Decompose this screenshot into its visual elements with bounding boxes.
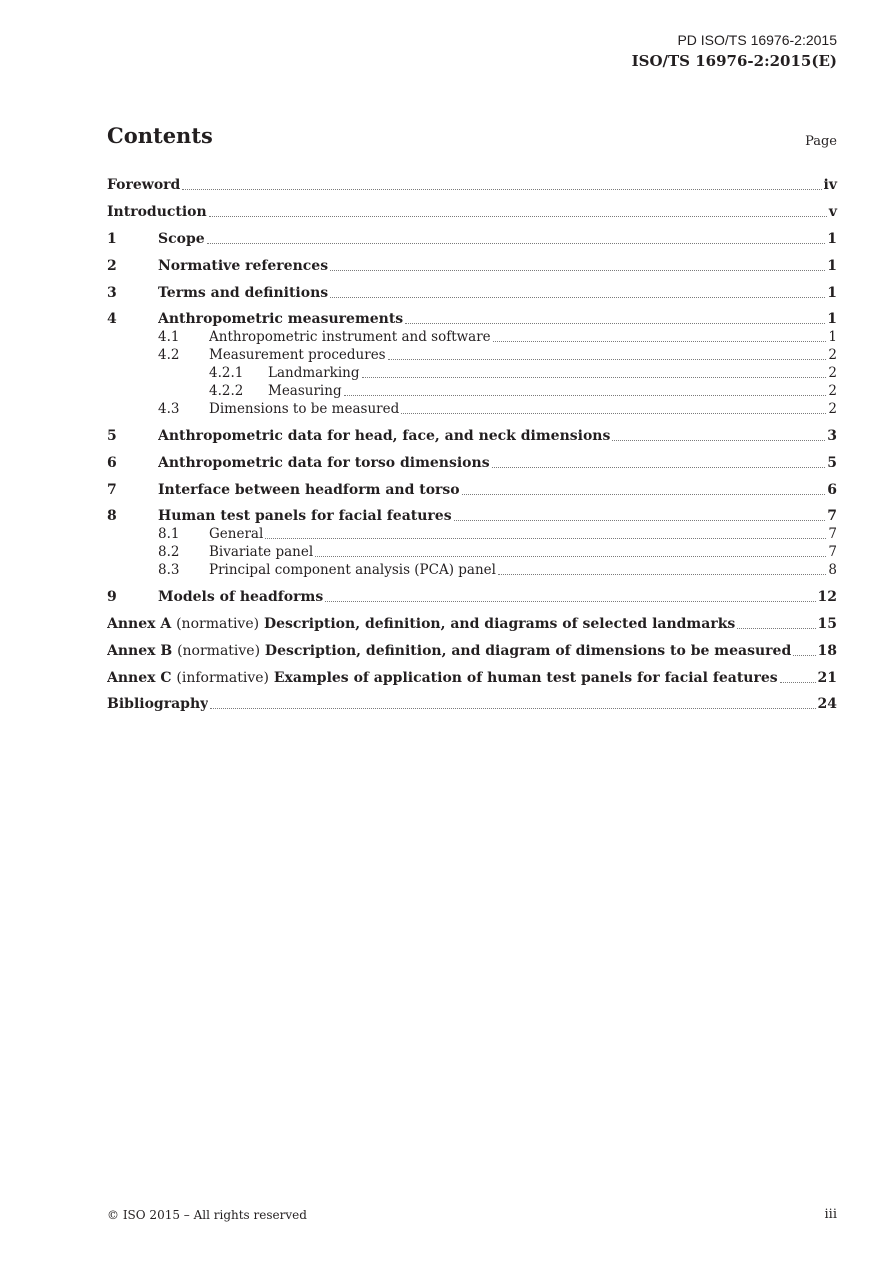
toc-section-number: 4.3 bbox=[158, 401, 180, 417]
dot-leader bbox=[737, 627, 815, 629]
toc-title: Measuring bbox=[268, 383, 342, 399]
toc-section-number: 1 bbox=[107, 231, 117, 247]
toc-entry[interactable] bbox=[107, 284, 837, 302]
toc-page-number: 8 bbox=[828, 562, 837, 578]
toc-section-number: 3 bbox=[107, 285, 117, 301]
toc-section-number: 6 bbox=[107, 455, 117, 471]
toc-title: Introduction bbox=[107, 204, 207, 220]
toc-page-number: 5 bbox=[827, 455, 837, 471]
dot-leader bbox=[388, 358, 827, 360]
copyright-notice: © ISO 2015 – All rights reserved bbox=[107, 1208, 307, 1222]
toc-page-number: 2 bbox=[828, 401, 837, 417]
dot-leader bbox=[182, 188, 821, 190]
toc-entry[interactable] bbox=[107, 507, 837, 525]
toc-entry[interactable] bbox=[107, 203, 837, 221]
page-number: iii bbox=[824, 1207, 837, 1222]
toc-section-number: 8.3 bbox=[158, 562, 180, 578]
toc-entry[interactable] bbox=[107, 427, 837, 445]
dot-leader bbox=[793, 654, 815, 656]
toc-section-number: 7 bbox=[107, 482, 117, 498]
toc-entry[interactable] bbox=[107, 481, 837, 499]
toc-section-number: 5 bbox=[107, 428, 117, 444]
toc-page-number: 15 bbox=[817, 616, 837, 632]
page-column-label: Page bbox=[805, 134, 837, 149]
toc-page-number: 3 bbox=[827, 428, 837, 444]
contents-heading: Contents bbox=[107, 123, 213, 148]
toc-title: Foreword bbox=[107, 177, 181, 193]
toc-entry[interactable] bbox=[107, 561, 837, 579]
toc-title: Scope bbox=[158, 231, 205, 247]
toc-title: Anthropometric data for head, face, and neck dimensions bbox=[158, 428, 611, 444]
document-designation: ISO/TS 16976-2:2015(E) bbox=[631, 52, 837, 70]
toc-title: General bbox=[209, 526, 264, 542]
dot-leader bbox=[493, 340, 827, 342]
toc-page-number: 24 bbox=[817, 696, 837, 712]
annex-title: Examples of application of human test panels for facial features bbox=[273, 670, 778, 686]
toc-section-number: 2 bbox=[107, 258, 117, 274]
dot-leader bbox=[498, 573, 826, 575]
toc-entry[interactable] bbox=[107, 454, 837, 472]
toc-annex-entry[interactable] bbox=[107, 669, 837, 687]
dot-leader bbox=[405, 322, 825, 324]
dot-leader bbox=[462, 493, 826, 495]
toc-title bbox=[107, 642, 791, 660]
document-reference: PD ISO/TS 16976-2:2015 bbox=[677, 32, 837, 48]
toc-title: Human test panels for facial features bbox=[158, 508, 452, 524]
toc-page-number: 2 bbox=[828, 365, 837, 381]
toc-section-number: 8.2 bbox=[158, 544, 180, 560]
toc-title: Anthropometric data for torso dimensions bbox=[158, 455, 490, 471]
dot-leader bbox=[207, 242, 826, 244]
toc-title: Interface between headform and torso bbox=[158, 482, 460, 498]
dot-leader bbox=[210, 707, 815, 709]
toc-entry[interactable] bbox=[107, 525, 837, 543]
toc-section-number: 9 bbox=[107, 589, 117, 605]
toc-entry[interactable] bbox=[107, 695, 837, 713]
toc-title: Dimensions to be measured bbox=[209, 401, 400, 417]
dot-leader bbox=[492, 466, 826, 468]
toc-annex-entry[interactable] bbox=[107, 615, 837, 633]
toc-entry[interactable] bbox=[107, 400, 837, 418]
annex-type: (informative) bbox=[176, 670, 270, 686]
dot-leader bbox=[325, 600, 815, 602]
toc-page-number: 1 bbox=[827, 285, 837, 301]
annex-label: Annex A bbox=[107, 616, 172, 632]
annex-type: (normative) bbox=[176, 616, 260, 632]
dot-leader bbox=[209, 215, 827, 217]
toc-title: Landmarking bbox=[268, 365, 360, 381]
toc-page-number: 1 bbox=[827, 231, 837, 247]
toc-title bbox=[107, 615, 735, 633]
dot-leader bbox=[612, 439, 825, 441]
toc-page-number: 1 bbox=[827, 311, 837, 327]
toc-entry[interactable] bbox=[107, 543, 837, 561]
toc-entry[interactable] bbox=[107, 382, 837, 400]
toc-entry[interactable] bbox=[107, 257, 837, 275]
annex-label: Annex B bbox=[107, 643, 173, 659]
toc-title: Bibliography bbox=[107, 696, 209, 712]
toc-page-number: iv bbox=[823, 177, 837, 193]
annex-label: Annex C bbox=[107, 670, 172, 686]
toc-entry[interactable] bbox=[107, 310, 837, 328]
annex-type: (normative) bbox=[177, 643, 261, 659]
toc-page-number: 2 bbox=[828, 383, 837, 399]
toc-page-number: 7 bbox=[828, 544, 837, 560]
toc-section-number: 8.1 bbox=[158, 526, 180, 542]
toc-section-number: 4.1 bbox=[158, 329, 180, 345]
toc-title: Terms and definitions bbox=[158, 285, 329, 301]
toc-title: Principal component analysis (PCA) panel bbox=[209, 562, 496, 578]
dot-leader bbox=[401, 412, 826, 414]
toc-page-number: 1 bbox=[828, 329, 837, 345]
dot-leader bbox=[344, 394, 827, 396]
toc-title: Anthropometric instrument and software bbox=[209, 329, 491, 345]
toc-annex-entry[interactable] bbox=[107, 642, 837, 660]
toc-page-number: v bbox=[828, 204, 837, 220]
toc-page-number: 7 bbox=[828, 526, 837, 542]
toc-section-number: 4.2.2 bbox=[209, 383, 244, 399]
toc-page-number: 21 bbox=[817, 670, 837, 686]
dot-leader bbox=[454, 519, 826, 521]
toc-page-number: 6 bbox=[827, 482, 837, 498]
toc-entry[interactable] bbox=[107, 364, 837, 382]
toc-section-number: 8 bbox=[107, 508, 117, 524]
toc-page-number: 2 bbox=[828, 347, 837, 363]
dot-leader bbox=[780, 681, 816, 683]
toc-section-number: 4.2 bbox=[158, 347, 180, 363]
toc-entry[interactable] bbox=[107, 588, 837, 606]
toc-page-number: 18 bbox=[817, 643, 837, 659]
toc-section-number: 4.2.1 bbox=[209, 365, 244, 381]
dot-leader bbox=[265, 537, 826, 539]
toc-title: Normative references bbox=[158, 258, 329, 274]
toc-entry[interactable] bbox=[107, 346, 837, 364]
toc-entry[interactable] bbox=[107, 176, 837, 194]
dot-leader bbox=[330, 269, 825, 271]
toc-section-number: 4 bbox=[107, 311, 117, 327]
dot-leader bbox=[362, 376, 827, 378]
toc-title: Measurement procedures bbox=[209, 347, 386, 363]
toc-title: Anthropometric measurements bbox=[158, 311, 404, 327]
annex-title: Description, definition, and diagram of dimensions to be measured bbox=[264, 643, 792, 659]
toc-entry[interactable] bbox=[107, 328, 837, 346]
dot-leader bbox=[315, 555, 826, 557]
annex-title: Description, definition, and diagrams of selected landmarks bbox=[263, 616, 736, 632]
toc-title: Models of headforms bbox=[158, 589, 324, 605]
toc-page-number: 12 bbox=[817, 589, 837, 605]
toc-title: Bivariate panel bbox=[209, 544, 314, 560]
dot-leader bbox=[330, 296, 825, 298]
toc-page-number: 7 bbox=[827, 508, 837, 524]
toc-page-number: 1 bbox=[827, 258, 837, 274]
toc-title bbox=[107, 669, 778, 687]
toc-entry[interactable] bbox=[107, 230, 837, 248]
